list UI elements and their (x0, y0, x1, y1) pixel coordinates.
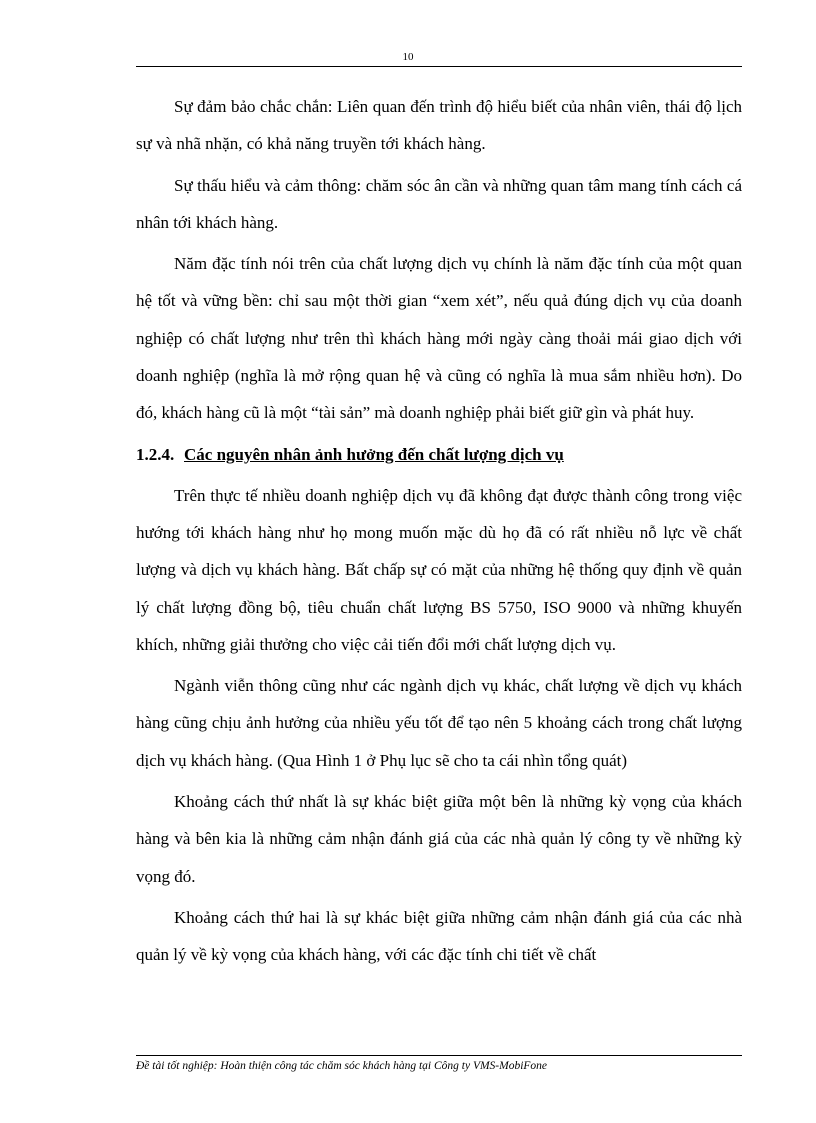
paragraph-gap-one: Khoảng cách thứ nhất là sự khác biệt giữa một bên là những kỳ vọng của khách hàng và bên kia là những cảm nhận đánh giá của các nhà quản lý công ty về những kỳ vọng đó. (136, 792, 742, 886)
section-heading (136, 436, 742, 473)
section-title: Các nguyên nhân ảnh hưởng đến chất lượng dịch vụ (184, 444, 564, 464)
header-rule (136, 66, 742, 67)
paragraph-five-characteristics: Năm đặc tính nói trên của chất lượng dịch vụ chính là năm đặc tính của một quan hệ tốt và vững bền: chỉ sau một thời gian “xem xét”, nếu quả đúng dịch vụ của doanh nghiệp có chất lượng như trên thì khách hàng mới ngày càng thoải mái giao dịch với doanh nghiệp (nghĩa là mở rộng quan hệ và cũng có nghĩa là mua sắm nhiều hơn). Do đó, khách hàng cũ là một “tài sản” mà doanh nghiệp phải biết giữ gìn và phát huy. (136, 254, 742, 423)
document-body (136, 88, 742, 974)
footer-rule (136, 1055, 742, 1056)
section-number: 1.2.4. (136, 444, 175, 464)
footer-text: Đề tài tốt nghiệp: Hoàn thiện công tác chăm sóc khách hàng tại Công ty VMS-MobiFone (136, 1060, 548, 1072)
paragraph-reality: Trên thực tế nhiều doanh nghiệp dịch vụ đã không đạt được thành công trong việc hướng tới khách hàng như họ mong muốn mặc dù họ đã có rất nhiều nỗ lực về chất lượng và dịch vụ khách hàng. Bất chấp sự có mặt của những hệ thống quy định về quản lý chất lượng đồng bộ, tiêu chuẩn chất lượng BS 5750, ISO 9000 và những khuyến khích, những giải thưởng cho việc cải tiến đổi mới chất lượng dịch vụ. (136, 485, 742, 654)
paragraph-gap-two: Khoảng cách thứ hai là sự khác biệt giữa những cảm nhận đánh giá của các nhà quản lý về kỳ vọng của khách hàng, với các đặc tính chi tiết về chất (136, 907, 742, 965)
page-number: 10 (402, 51, 414, 63)
paragraph-telecom: Ngành viễn thông cũng như các ngành dịch vụ khác, chất lượng về dịch vụ khách hàng cũng chịu ảnh hưởng của nhiều yếu tốt để tạo nên 5 khoảng cách trong chất lượng dịch vụ khách hàng. (Qua Hình 1 ở Phụ lục sẽ cho ta cái nhìn tổng quát) (136, 676, 742, 770)
paragraph-empathy: Sự thấu hiểu và cảm thông: chăm sóc ân cần và những quan tâm mang tính cách cá nhân tới khách hàng. (136, 175, 742, 232)
paragraph-assurance: Sự đảm bảo chắc chắn: Liên quan đến trình độ hiểu biết của nhân viên, thái độ lịch sự và nhã nhặn, có khả năng truyền tới khách hàng. (136, 97, 742, 154)
